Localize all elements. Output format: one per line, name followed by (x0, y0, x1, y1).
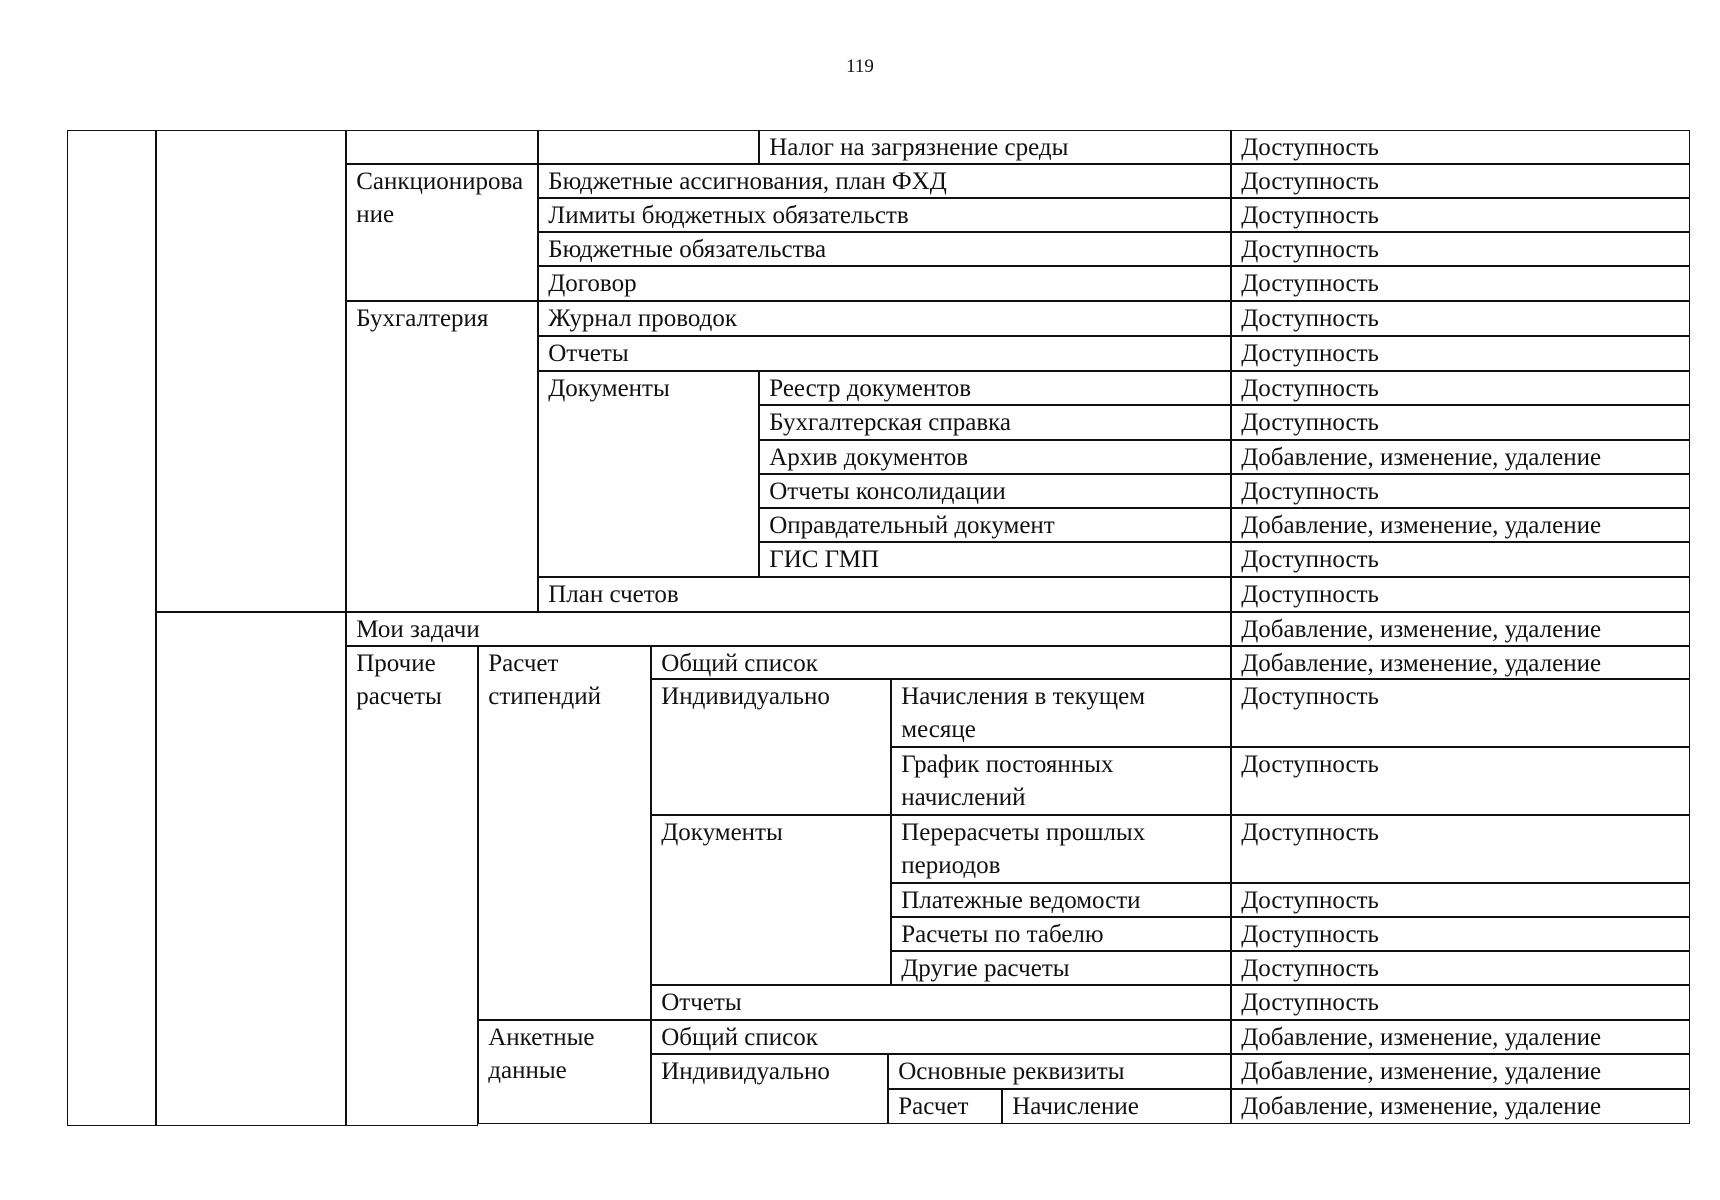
table-cell: Расчеты по табелю (891, 917, 1231, 951)
table-cell: Бухгалтерия (346, 301, 538, 612)
table-cell: Доступность (1231, 917, 1690, 951)
table-cell: Прочие расчеты (346, 646, 478, 1126)
table-cell: Добавление, изменение, удаление (1231, 1054, 1690, 1089)
table-cell: Доступность (1231, 336, 1690, 371)
table-cell: План счетов (538, 577, 1231, 612)
table-cell: Доступность (1231, 301, 1690, 336)
table-cell: Документы (651, 815, 891, 985)
table-cell: Доступность (1231, 747, 1690, 815)
table-cell: Доступность (1231, 679, 1690, 747)
table-cell: Общий список (651, 1020, 1231, 1054)
table-cell: Расчет стипендий (478, 646, 651, 1020)
table-cell: Начисления в текущем месяце (891, 679, 1231, 747)
table-cell: Бухгалтерская справка (759, 405, 1231, 440)
table-cell: Мои задачи (346, 612, 1231, 646)
table-cell: Лимиты бюджетных обязательств (538, 198, 1231, 232)
table-cell: Другие расчеты (891, 951, 1231, 985)
table-cell: Договор (538, 266, 1231, 301)
table-cell: Доступность (1231, 371, 1690, 405)
table-cell: Документы (538, 371, 759, 577)
table-cell: Доступность (1231, 951, 1690, 985)
table-cell: Добавление, изменение, удаление (1231, 646, 1690, 679)
table-cell: Добавление, изменение, удаление (1231, 1089, 1690, 1124)
table-cell-blank (538, 130, 759, 164)
table-cell: Доступность (1231, 130, 1690, 164)
table-cell: Добавление, изменение, удаление (1231, 612, 1690, 646)
table-cell: Бюджетные ассигнования, план ФХД (538, 164, 1231, 198)
table-cell: Доступность (1231, 266, 1690, 301)
table-cell: Отчеты (538, 336, 1231, 371)
table-cell: Добавление, изменение, удаление (1231, 1020, 1690, 1054)
table-cell: Доступность (1231, 577, 1690, 612)
table-cell-blank (67, 130, 156, 1126)
table-cell: Доступность (1231, 232, 1690, 266)
table-cell: Бюджетные обязательства (538, 232, 1231, 266)
page-number: 119 (846, 56, 874, 77)
table-cell: Добавление, изменение, удаление (1231, 508, 1690, 542)
table-cell: Доступность (1231, 883, 1690, 917)
table-cell: Доступность (1231, 198, 1690, 232)
table-cell: Санкционирование (346, 164, 538, 301)
table-cell: Добавление, изменение, удаление (1231, 440, 1690, 474)
table-cell: Индивидуально (651, 1054, 888, 1124)
table-cell-blank (156, 612, 346, 1126)
table-cell: Налог на загрязнение среды (759, 130, 1231, 164)
table-cell: Расчет (888, 1089, 1002, 1124)
table-cell: Доступность (1231, 164, 1690, 198)
table-cell: Доступность (1231, 815, 1690, 883)
table-cell: Отчеты консолидации (759, 474, 1231, 508)
table-cell: Доступность (1231, 474, 1690, 508)
table-cell: Начисление (1002, 1089, 1231, 1124)
table-cell: Реестр документов (759, 371, 1231, 405)
table-cell: Доступность (1231, 542, 1690, 577)
table-cell: Архив документов (759, 440, 1231, 474)
table-cell: Отчеты (651, 985, 1231, 1020)
table-cell: Основные реквизиты (888, 1054, 1231, 1089)
table-cell: ГИС ГМП (759, 542, 1231, 577)
table-cell: Доступность (1231, 985, 1690, 1020)
table-cell: Общий список (651, 646, 1231, 679)
table-cell: Платежные ведомости (891, 883, 1231, 917)
table-cell: Индивидуально (651, 679, 891, 815)
table-cell-blank (346, 130, 538, 164)
table-cell: Анкетные данные (478, 1020, 651, 1124)
table-cell: Перерасчеты прошлых периодов (891, 815, 1231, 883)
table-cell: График постоянных начислений (891, 747, 1231, 815)
table-cell-blank (156, 130, 346, 612)
table-cell: Журнал проводок (538, 301, 1231, 336)
table-cell: Доступность (1231, 405, 1690, 440)
table-cell: Оправдательный документ (759, 508, 1231, 542)
